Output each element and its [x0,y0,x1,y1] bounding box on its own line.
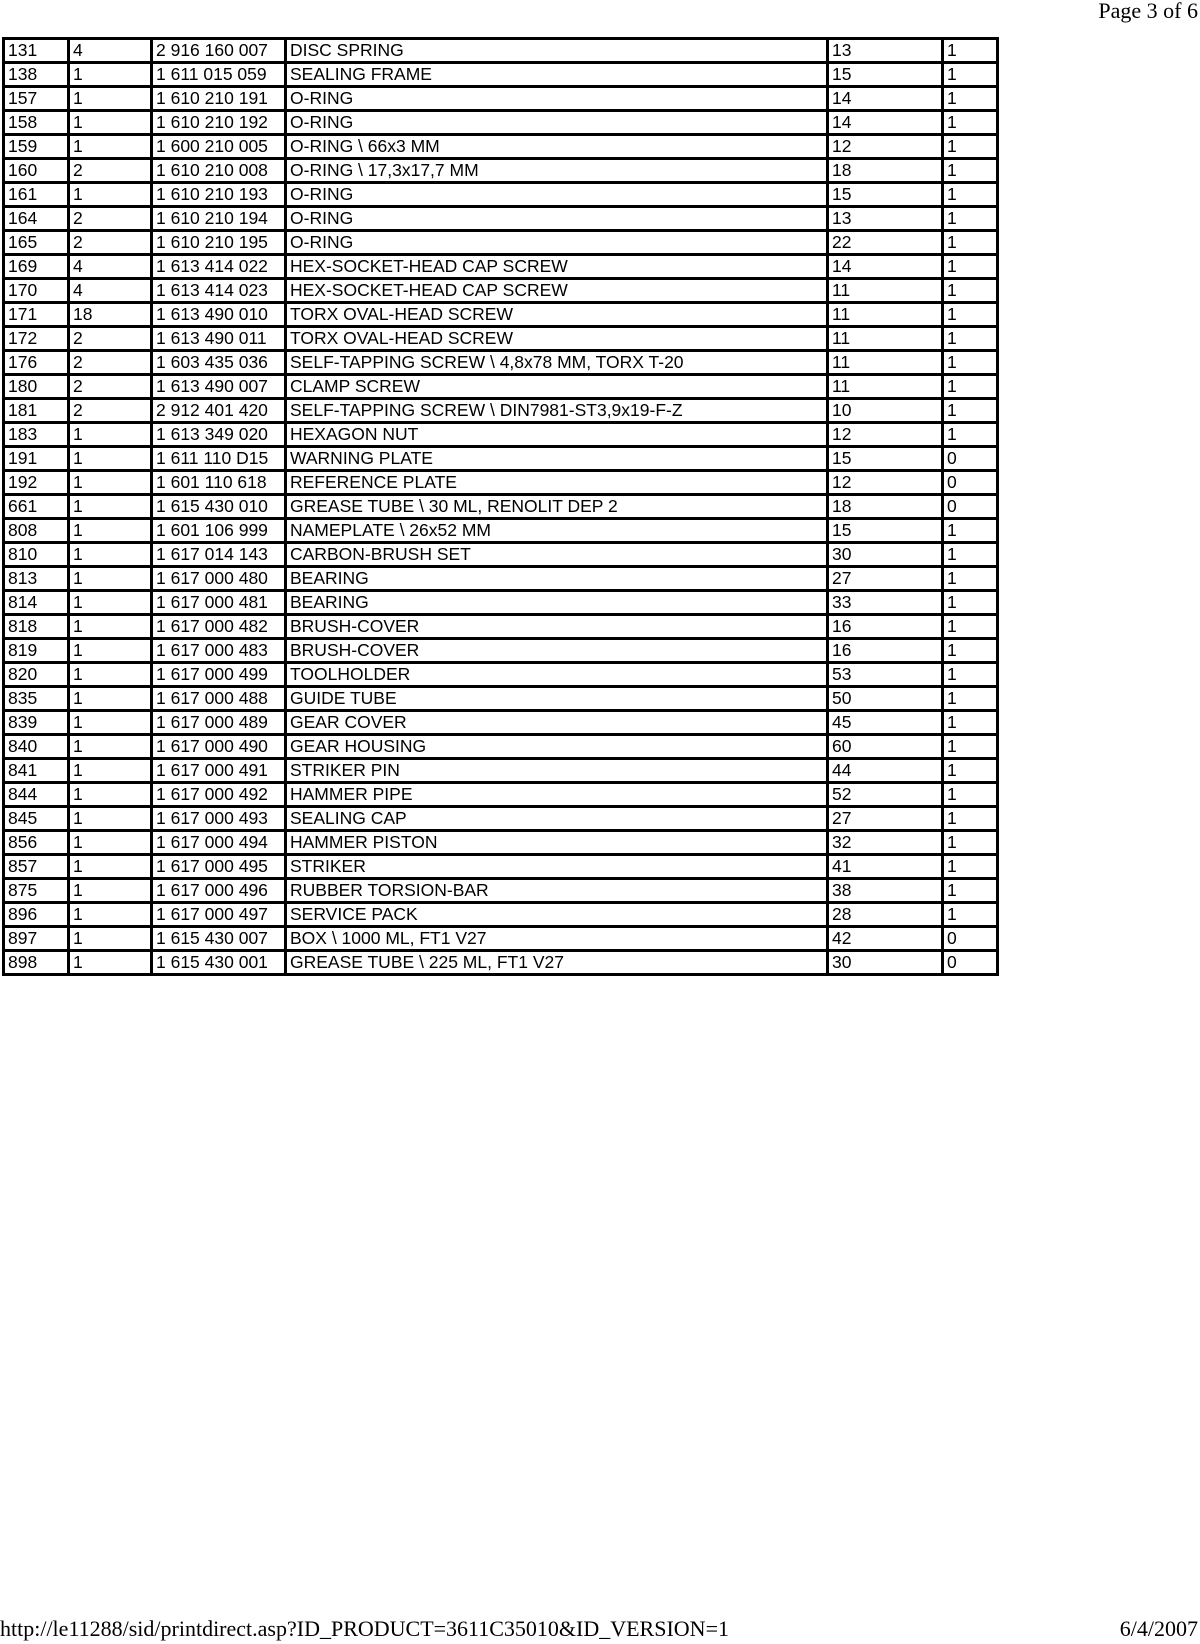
flag-cell: 1 [943,663,998,687]
position-cell: 841 [4,759,69,783]
quantity-cell: 18 [69,303,152,327]
part-number-cell: 1 610 210 195 [152,231,286,255]
description-cell: O-RING \ 17,3x17,7 MM [286,159,828,183]
table-row [4,567,1000,591]
quantity-cell: 2 [69,327,152,351]
description-cell: O-RING [286,111,828,135]
flag-cell: 1 [943,591,998,615]
table-row [4,735,1000,759]
part-number-cell: 1 617 000 493 [152,807,286,831]
flag-cell: 0 [943,951,998,975]
description-cell: SEALING FRAME [286,63,828,87]
table-row [4,927,1000,951]
value-cell: 42 [828,927,943,951]
quantity-cell: 1 [69,903,152,927]
part-number-cell: 1 617 000 492 [152,783,286,807]
flag-cell: 1 [943,687,998,711]
description-cell: O-RING \ 66x3 MM [286,135,828,159]
flag-cell: 1 [943,759,998,783]
part-number-cell: 1 613 490 007 [152,375,286,399]
position-cell: 161 [4,183,69,207]
description-cell: O-RING [286,231,828,255]
position-cell: 191 [4,447,69,471]
flag-cell: 1 [943,135,998,159]
quantity-cell: 1 [69,663,152,687]
part-number-cell: 1 613 490 011 [152,327,286,351]
part-number-cell: 1 611 015 059 [152,63,286,87]
part-number-cell: 1 617 000 495 [152,855,286,879]
table-row [4,375,1000,399]
quantity-cell: 2 [69,207,152,231]
value-cell: 28 [828,903,943,927]
flag-cell: 1 [943,279,998,303]
flag-cell: 1 [943,87,998,111]
description-cell: GUIDE TUBE [286,687,828,711]
flag-cell: 1 [943,399,998,423]
value-cell: 14 [828,111,943,135]
position-cell: 840 [4,735,69,759]
part-number-cell: 1 617 000 491 [152,759,286,783]
value-cell: 15 [828,183,943,207]
part-number-cell: 1 615 430 001 [152,951,286,975]
value-cell: 30 [828,951,943,975]
position-cell: 138 [4,63,69,87]
flag-cell: 1 [943,207,998,231]
description-cell: NAMEPLATE \ 26x52 MM [286,519,828,543]
description-cell: O-RING [286,183,828,207]
quantity-cell: 1 [69,711,152,735]
value-cell: 15 [828,447,943,471]
description-cell: WARNING PLATE [286,447,828,471]
quantity-cell: 1 [69,783,152,807]
part-number-cell: 1 617 000 490 [152,735,286,759]
table-row [4,615,1000,639]
part-number-cell: 1 610 210 194 [152,207,286,231]
flag-cell: 1 [943,183,998,207]
flag-cell: 1 [943,783,998,807]
value-cell: 11 [828,279,943,303]
value-cell: 18 [828,495,943,519]
part-number-cell: 1 610 210 008 [152,159,286,183]
table-row [4,303,1000,327]
quantity-cell: 1 [69,831,152,855]
part-number-cell: 1 601 106 999 [152,519,286,543]
position-cell: 808 [4,519,69,543]
value-cell: 38 [828,879,943,903]
description-cell: GREASE TUBE \ 225 ML, FT1 V27 [286,951,828,975]
part-number-cell: 1 610 210 193 [152,183,286,207]
table-row [4,423,1000,447]
description-cell: GEAR HOUSING [286,735,828,759]
description-cell: HAMMER PISTON [286,831,828,855]
position-cell: 820 [4,663,69,687]
flag-cell: 1 [943,351,998,375]
part-number-cell: 1 601 110 618 [152,471,286,495]
description-cell: CLAMP SCREW [286,375,828,399]
quantity-cell: 1 [69,567,152,591]
flag-cell: 1 [943,39,998,63]
description-cell: RUBBER TORSION-BAR [286,879,828,903]
position-cell: 172 [4,327,69,351]
position-cell: 180 [4,375,69,399]
quantity-cell: 2 [69,231,152,255]
description-cell: TORX OVAL-HEAD SCREW [286,327,828,351]
flag-cell: 1 [943,879,998,903]
quantity-cell: 1 [69,879,152,903]
value-cell: 18 [828,159,943,183]
position-cell: 171 [4,303,69,327]
flag-cell: 1 [943,735,998,759]
quantity-cell: 1 [69,951,152,975]
flag-cell: 0 [943,495,998,519]
quantity-cell: 4 [69,255,152,279]
footer-date: 6/4/2007 [1119,1616,1198,1641]
flag-cell: 1 [943,567,998,591]
part-number-cell: 1 617 000 489 [152,711,286,735]
position-cell: 192 [4,471,69,495]
description-cell: O-RING [286,207,828,231]
table-row [4,639,1000,663]
table-row [4,759,1000,783]
value-cell: 45 [828,711,943,735]
quantity-cell: 2 [69,159,152,183]
table-row [4,687,1000,711]
table-row [4,87,1000,111]
flag-cell: 1 [943,903,998,927]
table-row [4,543,1000,567]
flag-cell: 0 [943,471,998,495]
value-cell: 27 [828,807,943,831]
quantity-cell: 1 [69,687,152,711]
flag-cell: 1 [943,423,998,447]
description-cell: HEXAGON NUT [286,423,828,447]
table-row [4,519,1000,543]
value-cell: 15 [828,63,943,87]
table-row [4,663,1000,687]
position-cell: 165 [4,231,69,255]
description-cell: DISC SPRING [286,39,828,63]
description-cell: BRUSH-COVER [286,639,828,663]
part-number-cell: 1 603 435 036 [152,351,286,375]
value-cell: 44 [828,759,943,783]
value-cell: 10 [828,399,943,423]
quantity-cell: 1 [69,495,152,519]
value-cell: 11 [828,375,943,399]
quantity-cell: 1 [69,87,152,111]
value-cell: 13 [828,207,943,231]
description-cell: STRIKER [286,855,828,879]
table-row [4,111,1000,135]
position-cell: 818 [4,615,69,639]
position-cell: 819 [4,639,69,663]
table-row [4,783,1000,807]
quantity-cell: 1 [69,135,152,159]
position-cell: 839 [4,711,69,735]
position-cell: 814 [4,591,69,615]
quantity-cell: 2 [69,375,152,399]
table-row [4,327,1000,351]
position-cell: 844 [4,783,69,807]
part-number-cell: 1 617 000 494 [152,831,286,855]
table-row [4,63,1000,87]
quantity-cell: 1 [69,807,152,831]
value-cell: 14 [828,255,943,279]
part-number-cell: 1 617 000 497 [152,903,286,927]
position-cell: 835 [4,687,69,711]
table-row [4,447,1000,471]
value-cell: 22 [828,231,943,255]
parts-list-body [4,39,1000,975]
value-cell: 27 [828,567,943,591]
description-cell: GREASE TUBE \ 30 ML, RENOLIT DEP 2 [286,495,828,519]
table-row [4,879,1000,903]
description-cell: HAMMER PIPE [286,783,828,807]
value-cell: 11 [828,327,943,351]
table-row [4,399,1000,423]
quantity-cell: 1 [69,183,152,207]
flag-cell: 1 [943,711,998,735]
quantity-cell: 1 [69,759,152,783]
table-row [4,207,1000,231]
part-number-cell: 1 613 414 023 [152,279,286,303]
position-cell: 181 [4,399,69,423]
description-cell: BRUSH-COVER [286,615,828,639]
part-number-cell: 1 617 000 488 [152,687,286,711]
position-cell: 813 [4,567,69,591]
quantity-cell: 1 [69,927,152,951]
quantity-cell: 1 [69,519,152,543]
part-number-cell: 1 617 000 483 [152,639,286,663]
table-row [4,855,1000,879]
quantity-cell: 1 [69,615,152,639]
value-cell: 16 [828,639,943,663]
parts-list-table [2,37,1001,976]
flag-cell: 1 [943,855,998,879]
quantity-cell: 1 [69,855,152,879]
table-row [4,831,1000,855]
flag-cell: 1 [943,159,998,183]
quantity-cell: 1 [69,543,152,567]
description-cell: SERVICE PACK [286,903,828,927]
quantity-cell: 1 [69,471,152,495]
part-number-cell: 1 617 000 481 [152,591,286,615]
value-cell: 53 [828,663,943,687]
quantity-cell: 1 [69,591,152,615]
part-number-cell: 1 617 000 499 [152,663,286,687]
position-cell: 183 [4,423,69,447]
quantity-cell: 4 [69,279,152,303]
value-cell: 12 [828,471,943,495]
value-cell: 11 [828,303,943,327]
table-row [4,951,1000,975]
position-cell: 169 [4,255,69,279]
quantity-cell: 4 [69,39,152,63]
table-row [4,495,1000,519]
part-number-cell: 1 615 430 010 [152,495,286,519]
flag-cell: 1 [943,615,998,639]
description-cell: O-RING [286,87,828,111]
flag-cell: 1 [943,255,998,279]
description-cell: SELF-TAPPING SCREW \ 4,8x78 MM, TORX T-20 [286,351,828,375]
value-cell: 60 [828,735,943,759]
value-cell: 13 [828,39,943,63]
part-number-cell: 1 617 000 496 [152,879,286,903]
position-cell: 159 [4,135,69,159]
part-number-cell: 2 916 160 007 [152,39,286,63]
table-row [4,183,1000,207]
flag-cell: 1 [943,519,998,543]
table-row [4,471,1000,495]
flag-cell: 1 [943,231,998,255]
quantity-cell: 2 [69,351,152,375]
position-cell: 897 [4,927,69,951]
value-cell: 11 [828,351,943,375]
position-cell: 810 [4,543,69,567]
table-row [4,255,1000,279]
flag-cell: 1 [943,639,998,663]
part-number-cell: 1 610 210 191 [152,87,286,111]
quantity-cell: 1 [69,423,152,447]
value-cell: 14 [828,87,943,111]
part-number-cell: 1 600 210 005 [152,135,286,159]
flag-cell: 1 [943,831,998,855]
description-cell: CARBON-BRUSH SET [286,543,828,567]
table-row [4,135,1000,159]
description-cell: TORX OVAL-HEAD SCREW [286,303,828,327]
flag-cell: 0 [943,927,998,951]
description-cell: TOOLHOLDER [286,663,828,687]
table-row [4,159,1000,183]
position-cell: 661 [4,495,69,519]
quantity-cell: 2 [69,399,152,423]
table-row [4,903,1000,927]
flag-cell: 1 [943,111,998,135]
part-number-cell: 1 613 349 020 [152,423,286,447]
part-number-cell: 1 617 000 480 [152,567,286,591]
value-cell: 30 [828,543,943,567]
description-cell: HEX-SOCKET-HEAD CAP SCREW [286,255,828,279]
description-cell: GEAR COVER [286,711,828,735]
table-row [4,807,1000,831]
part-number-cell: 1 617 014 143 [152,543,286,567]
flag-cell: 1 [943,327,998,351]
quantity-cell: 1 [69,447,152,471]
part-number-cell: 1 617 000 482 [152,615,286,639]
table-row [4,351,1000,375]
part-number-cell: 1 615 430 007 [152,927,286,951]
position-cell: 875 [4,879,69,903]
table-row [4,591,1000,615]
position-cell: 131 [4,39,69,63]
description-cell: SELF-TAPPING SCREW \ DIN7981-ST3,9x19-F-Z [286,399,828,423]
position-cell: 164 [4,207,69,231]
flag-cell: 0 [943,447,998,471]
value-cell: 50 [828,687,943,711]
part-number-cell: 1 613 490 010 [152,303,286,327]
position-cell: 176 [4,351,69,375]
part-number-cell: 1 610 210 192 [152,111,286,135]
description-cell: REFERENCE PLATE [286,471,828,495]
value-cell: 16 [828,615,943,639]
flag-cell: 1 [943,807,998,831]
description-cell: STRIKER PIN [286,759,828,783]
flag-cell: 1 [943,303,998,327]
position-cell: 170 [4,279,69,303]
position-cell: 857 [4,855,69,879]
value-cell: 12 [828,423,943,447]
position-cell: 157 [4,87,69,111]
table-row [4,279,1000,303]
position-cell: 896 [4,903,69,927]
part-number-cell: 1 613 414 022 [152,255,286,279]
table-row [4,39,1000,63]
quantity-cell: 1 [69,735,152,759]
value-cell: 32 [828,831,943,855]
value-cell: 41 [828,855,943,879]
part-number-cell: 1 611 110 D15 [152,447,286,471]
table-row [4,711,1000,735]
flag-cell: 1 [943,63,998,87]
quantity-cell: 1 [69,111,152,135]
description-cell: BOX \ 1000 ML, FT1 V27 [286,927,828,951]
quantity-cell: 1 [69,63,152,87]
table-row [4,231,1000,255]
value-cell: 15 [828,519,943,543]
description-cell: HEX-SOCKET-HEAD CAP SCREW [286,279,828,303]
position-cell: 158 [4,111,69,135]
position-cell: 898 [4,951,69,975]
description-cell: BEARING [286,591,828,615]
footer-url: http://le11288/sid/printdirect.asp?ID_PRODUCT=3611C35010&ID_VERSION=1 [0,1616,729,1641]
quantity-cell: 1 [69,639,152,663]
page-indicator: Page 3 of 6 [1098,0,1198,23]
description-cell: BEARING [286,567,828,591]
value-cell: 33 [828,591,943,615]
value-cell: 52 [828,783,943,807]
position-cell: 856 [4,831,69,855]
value-cell: 12 [828,135,943,159]
part-number-cell: 2 912 401 420 [152,399,286,423]
flag-cell: 1 [943,543,998,567]
description-cell: SEALING CAP [286,807,828,831]
flag-cell: 1 [943,375,998,399]
position-cell: 160 [4,159,69,183]
position-cell: 845 [4,807,69,831]
